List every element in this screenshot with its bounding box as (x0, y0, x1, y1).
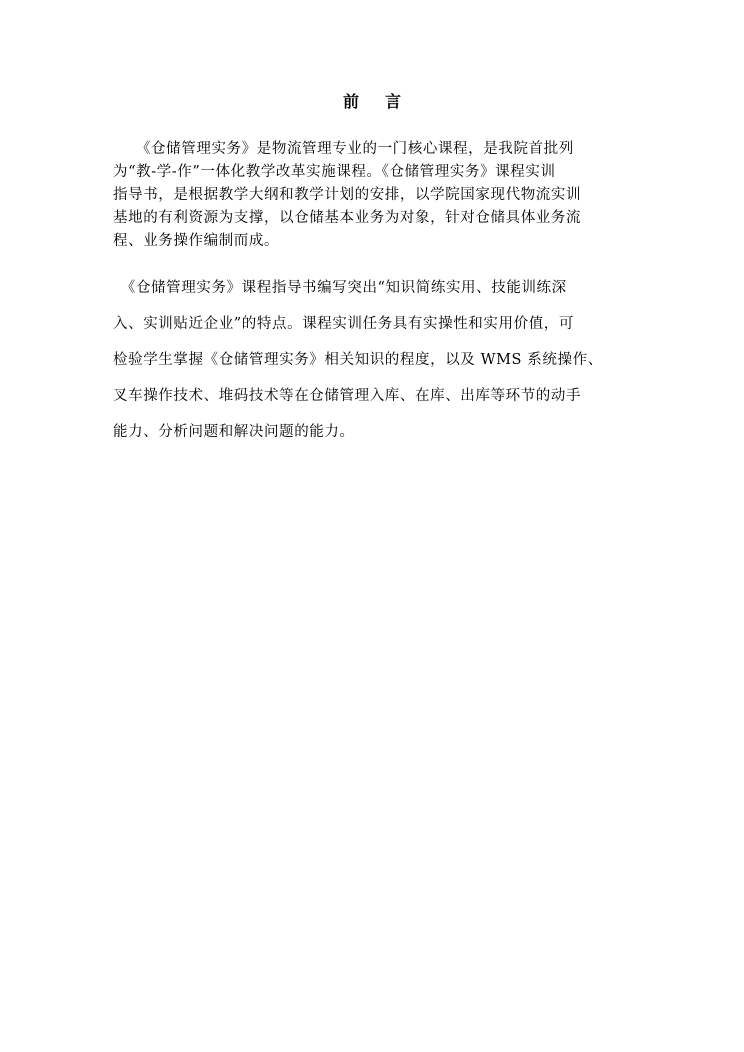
paragraph-line: 基地的有利资源为支撑，以仓储基本业务为对象，针对仓储具体业务流 (113, 210, 582, 226)
paragraph-line: 指导书，是根据教学大纲和教学计划的安排，以学院国家现代物流实训 (113, 187, 582, 203)
page-title: 前言 (342, 92, 427, 111)
paragraph-line: 能力、分析问题和解决问题的能力。 (113, 424, 355, 440)
paragraph-line: 程、业务操作编制而成。 (113, 233, 280, 249)
paragraph-line: 检验学生掌握《仓储管理实务》相关知识的程度，以及 WMS 系统操作、 (113, 352, 603, 368)
paragraph-line: 叉车操作技术、堆码技术等在仓储管理入库、在库、出库等环节的动手 (113, 388, 582, 404)
paragraph-features (113, 270, 673, 450)
paragraph-line: 入、实训贴近企业”的特点。课程实训任务具有实操性和实用价值，可 (113, 316, 575, 332)
paragraph-line: 《仓储管理实务》是物流管理专业的一门核心课程，是我院首批列 (113, 141, 574, 157)
paragraph-intro (113, 138, 661, 253)
paragraph-line: 《仓储管理实务》课程指导书编写突出“知识简练实用、技能训练深 (113, 280, 567, 296)
paragraph-line: 为“教-学-作”一体化教学改革实施课程。《仓储管理实务》课程实训 (113, 164, 556, 180)
